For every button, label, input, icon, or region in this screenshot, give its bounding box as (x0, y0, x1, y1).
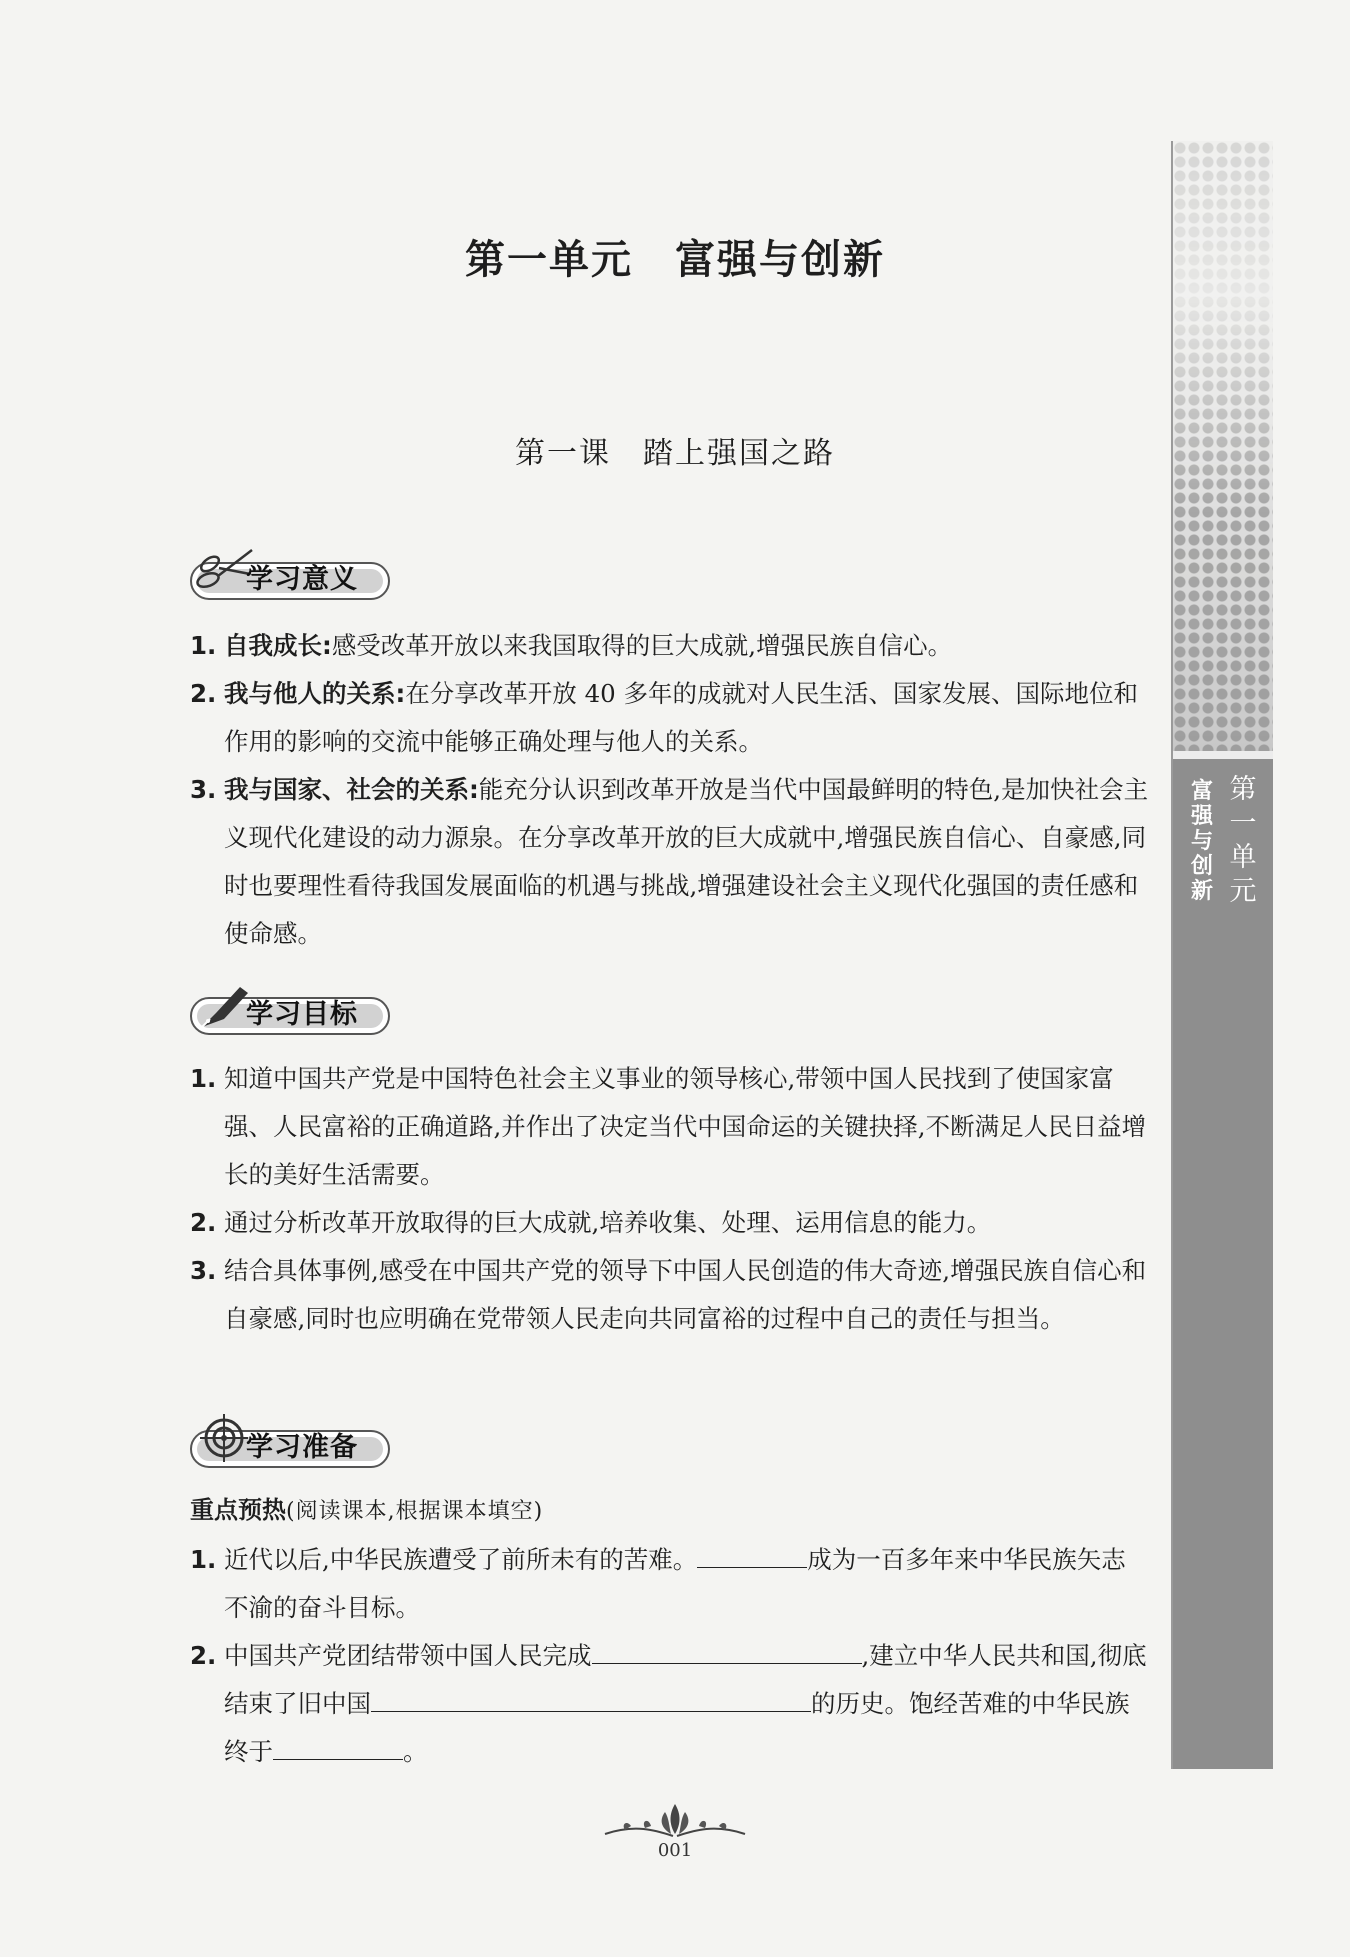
section-label: 学习意义 (246, 564, 358, 595)
list-item: 2. 我与他人的关系:在分享改革开放 40 多年的成就对人民生活、国家发展、国际地位和作用的影响的交流中能够正确处理与他人的关系。 (190, 679, 1139, 756)
answer-blank[interactable] (371, 1681, 811, 1712)
unit-side-tab (1171, 141, 1273, 1769)
list-item: 3. 我与国家、社会的关系:能充分认识到改革开放是当代中国最鲜明的特色,是加快社会主义现代化建设的动力源泉。在分享改革开放的巨大成就中,增强民族自信心、自豪感,同时也要理性看待我国发展面临的机遇与挑战,增强建设社会主义现代化强国的责任感和使命感。 (190, 775, 1149, 948)
answer-blank[interactable] (592, 1633, 862, 1664)
section-badge-objectives (190, 995, 390, 1033)
preparation-heading: 重点预热(阅读课本,根据课本填空) (190, 1496, 544, 1524)
scissors-icon (194, 544, 254, 598)
list-item: 3. 结合具体事例,感受在中国共产党的领导下中国人民创造的伟大奇迹,增强民族自信心和自豪感,同时也应明确在党带领人民走向共同富裕的过程中自己的责任与担当。 (190, 1256, 1147, 1333)
list-item: 2. 通过分析改革开放取得的巨大成就,培养收集、处理、运用信息的能力。 (190, 1208, 992, 1237)
lesson-title: 第一课 踏上强国之路 (515, 436, 835, 471)
unit-title: 第一单元 富强与创新 (465, 236, 885, 283)
side-tab-unit: 第一单元 (1229, 774, 1257, 907)
side-tab-subtitle: 富强与创新 (1190, 779, 1213, 904)
list-item: 1. 知道中国共产党是中国特色社会主义事业的领导核心,带领中国人民找到了使国家富强、人民富裕的正确道路,并作出了决定当代中国命运的关键抉择,不断满足人民日益增长的美好生活需要。 (190, 1064, 1147, 1189)
section-badge-preparation (190, 1428, 390, 1466)
answer-blank[interactable] (697, 1537, 807, 1568)
section-label: 学习准备 (246, 1432, 358, 1463)
section-label: 学习目标 (246, 999, 358, 1030)
side-tab-band (1173, 759, 1273, 1769)
target-icon (194, 1412, 254, 1466)
fill-blank-question: 2. 中国共产党团结带领中国人民完成 ,建立中华人民共和国,彻底结束了旧中国 的历史。饱经苦难的中华民族终于 。 (190, 1632, 1150, 1776)
section-badge-significance (190, 560, 390, 598)
fill-blank-question: 1. 近代以后,中华民族遭受了前所未有的苦难。 成为一百多年来中华民族矢志不渝的奋斗目标。 (190, 1536, 1150, 1632)
leaf-ornament-icon (595, 1800, 755, 1844)
list-item: 1. 自我成长:感受改革开放以来我国取得的巨大成就,增强民族自信心。 (190, 631, 953, 660)
answer-blank[interactable] (273, 1729, 403, 1760)
page-number: 001 (657, 1840, 693, 1861)
pen-nib-icon (194, 979, 254, 1033)
